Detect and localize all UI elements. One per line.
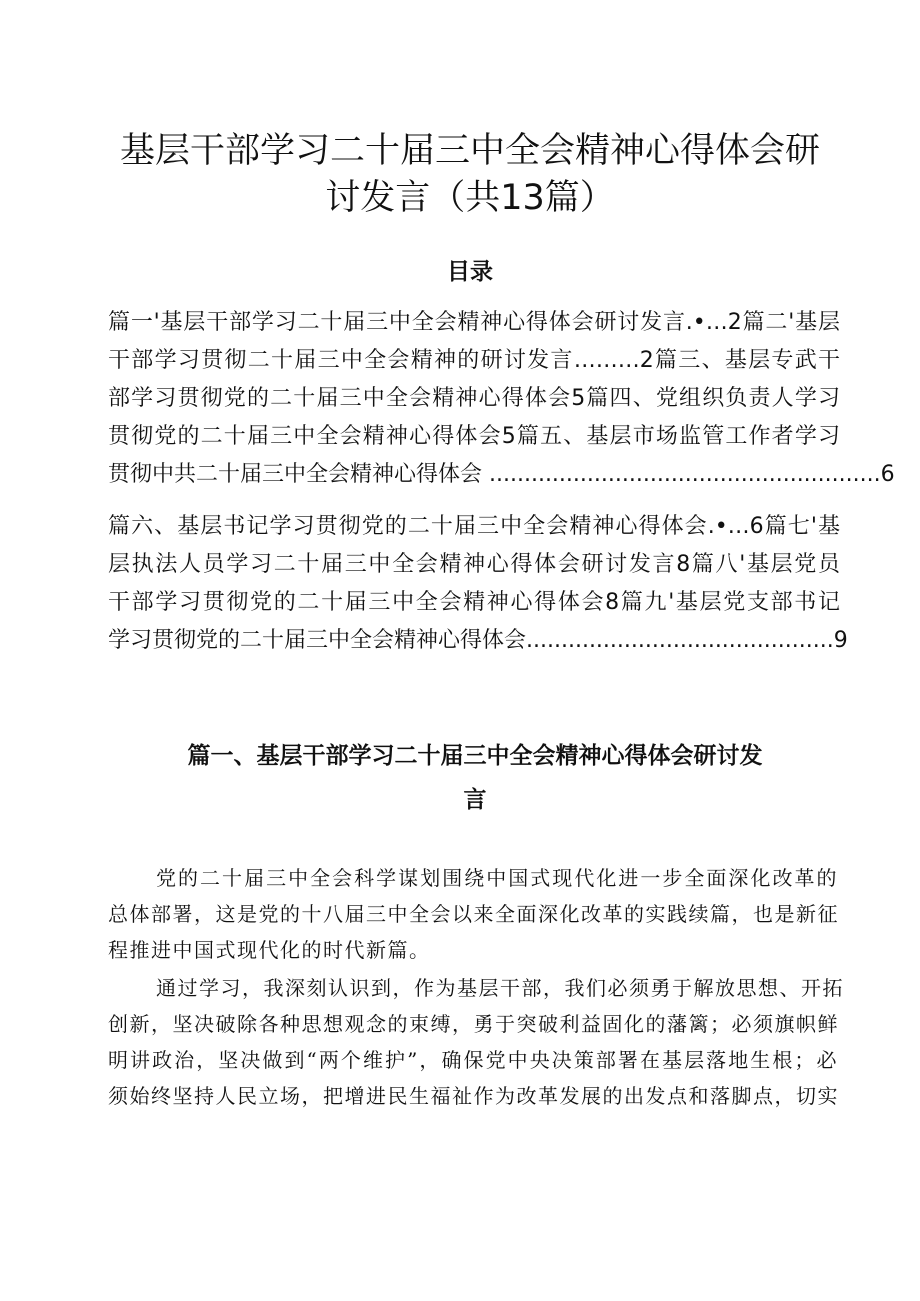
section-title-line-1: 篇一、基层干部学习二十届三中全会精神心得体会研讨发	[187, 743, 763, 769]
toc-line: 学习贯彻党的二十届三中全会精神心得体会............................................9	[108, 628, 848, 653]
toc-line: 层执法人员学习二十届三中全会精神心得体会研讨发言8篇八'基层党员	[108, 552, 840, 577]
toc-line: 篇一'基层干部学习二十届三中全会精神心得体会研讨发言.•…2篇二'基层	[108, 310, 840, 335]
paragraph-line: 通过学习，我深刻认识到，作为基层干部，我们必须勇于解放思想、开拓	[156, 976, 844, 1000]
paragraph-line: 明讲政治，坚决做到“两个维护”，确保党中央决策部署在基层落地生根；必	[108, 1048, 838, 1072]
table-of-contents	[108, 304, 895, 660]
toc-line: 贯彻中共二十届三中全会精神心得体会 ........................................................6	[108, 462, 895, 487]
document-title	[110, 128, 830, 222]
document-title-line-2: 讨发言（共13篇）	[325, 178, 615, 218]
toc-line: 部学习贯彻党的二十届三中全会精神心得体会5篇四、党组织负责人学习	[108, 386, 840, 411]
paragraph-line: 须始终坚持人民立场，把增进民生福祉作为改革发展的出发点和落脚点，切实	[108, 1084, 839, 1108]
paragraph-line: 程推进中国式现代化的时代新篇。	[108, 938, 431, 962]
section-title	[150, 734, 800, 822]
toc-heading: 目录	[447, 259, 493, 285]
toc-line: 篇六、基层书记学习贯彻党的二十届三中全会精神心得体会.•…6篇七'基	[108, 514, 840, 539]
paragraph-1	[108, 860, 838, 968]
toc-line: 干部学习贯彻二十届三中全会精神的研讨发言………2篇三、基层专武干	[108, 348, 840, 373]
paragraph-line: 创新，坚决破除各种思想观念的束缚，勇于突破利益固化的藩篱；必须旗帜鲜	[108, 1012, 839, 1036]
paragraph-2	[108, 970, 844, 1114]
section-title-line-2: 言	[463, 787, 487, 813]
paragraph-line: 党的二十届三中全会科学谋划围绕中国式现代化进一步全面深化改革的	[156, 866, 838, 890]
body-text	[108, 860, 844, 1116]
toc-line: 干部学习贯彻党的二十届三中全会精神心得体会8篇九'基层党支部书记	[108, 590, 840, 615]
paragraph-line: 总体部署，这是党的十八届三中全会以来全面深化改革的实践续篇，也是新征	[108, 902, 839, 926]
toc-line: 贯彻党的二十届三中全会精神心得体会5篇五、基层市场监管工作者学习	[108, 424, 840, 449]
document-title-line-1: 基层干部学习二十届三中全会精神心得体会研	[119, 131, 820, 171]
